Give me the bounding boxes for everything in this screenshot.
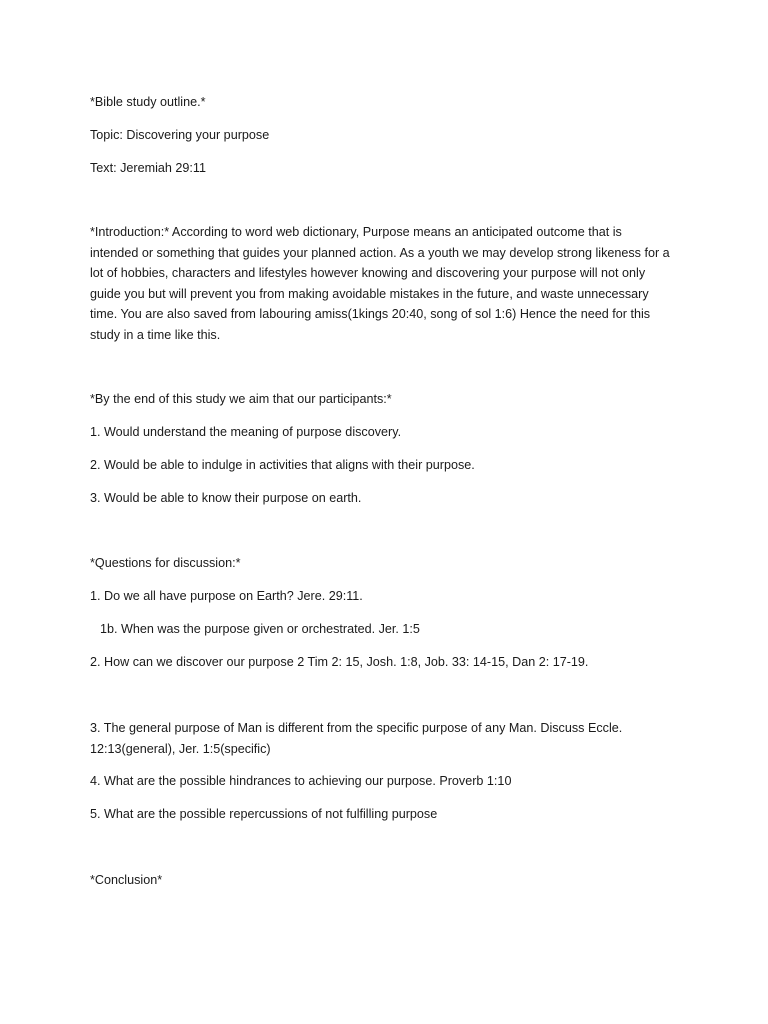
introduction-line: guide you but will prevent you from making avoidable mistakes in the future, and waste unnecessary [90, 286, 649, 301]
aim-item: 1. Would understand the meaning of purpose discovery. [90, 425, 402, 439]
questions-heading: *Questions for discussion:* [90, 556, 241, 570]
aim-item: 2. Would be able to indulge in activities that aligns with their purpose. [90, 458, 475, 472]
introduction-line: study in a time like this. [90, 327, 221, 342]
text-reference: Text: Jeremiah 29:11 [90, 161, 206, 175]
introduction-line: lot of hobbies, characters and lifestyles however knowing and discovering your purpose will not only [90, 266, 646, 281]
question-line: 3. The general purpose of Man is different from the specific purpose of any Man. Discuss Eccle. [90, 721, 623, 735]
conclusion-heading: *Conclusion* [90, 873, 163, 887]
question-item: 4. What are the possible hindrances to achieving our purpose. Proverb 1:10 [90, 774, 512, 788]
question-item: 5. What are the possible repercussions of not fulfilling purpose [90, 807, 438, 821]
introduction-line: time. You are also saved from labouring amiss(1kings 20:40, song of sol 1:6) Hence the need for this [90, 307, 651, 322]
question-item: 1. Do we all have purpose on Earth? Jere. 29:11. [90, 589, 363, 603]
topic-line: Topic: Discovering your purpose [90, 128, 270, 142]
aims-heading: *By the end of this study we aim that our participants:* [90, 392, 392, 406]
aim-item: 3. Would be able to know their purpose on earth. [90, 491, 362, 505]
introduction-line: intended or something that guides your planned action. As a youth we may develop strong likeness for a [90, 245, 670, 260]
introduction-line: *Introduction:* According to word web dictionary, Purpose means an anticipated outcome that is [90, 225, 622, 239]
question-item: 2. How can we discover our purpose 2 Tim 2: 15, Josh. 1:8, Job. 33: 14-15, Dan 2: 17-19. [90, 655, 589, 669]
question-item-3 [90, 718, 690, 759]
question-subitem: 1b. When was the purpose given or orchestrated. Jer. 1:5 [100, 622, 420, 636]
introduction-paragraph [90, 222, 690, 346]
document-heading: *Bible study outline.* [90, 95, 206, 109]
question-line: 12:13(general), Jer. 1:5(specific) [90, 741, 271, 756]
